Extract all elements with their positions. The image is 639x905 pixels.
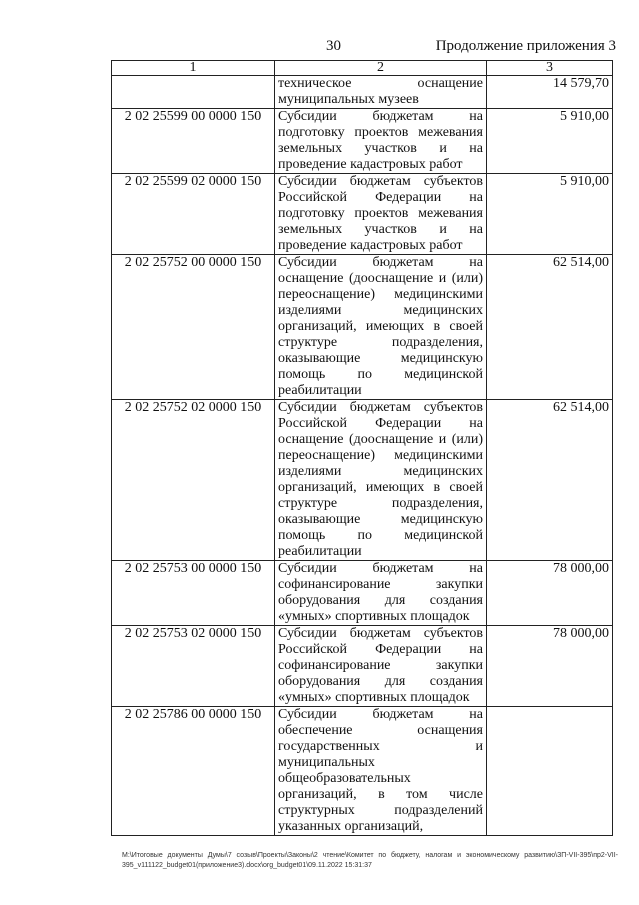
description-line: Российской Федерации на xyxy=(278,190,483,205)
description-line: оснащение (дооснащение и (или) xyxy=(278,271,483,286)
description-line: помощь по медицинской xyxy=(278,367,483,382)
description-cell xyxy=(275,255,487,400)
table-row xyxy=(112,76,613,109)
budget-code-cell: 2 02 25786 00 0000 150 xyxy=(112,707,275,836)
description-line: Российской Федерации на xyxy=(278,642,483,657)
amount-cell: 14 579,70 xyxy=(487,76,613,109)
description-line: организаций, в том числе xyxy=(278,787,483,802)
column-header-description: 2 xyxy=(275,61,487,76)
description-line: «умных» спортивных площадок xyxy=(278,609,470,624)
description-line: проведение кадастровых работ xyxy=(278,157,463,172)
budget-table xyxy=(111,60,613,836)
amount-cell: 78 000,00 xyxy=(487,626,613,707)
description-line: земельных участков и на xyxy=(278,222,483,237)
description-cell xyxy=(275,400,487,561)
description-cell xyxy=(275,109,487,174)
description-cell xyxy=(275,76,487,109)
table-row xyxy=(112,174,613,255)
column-header-amount: 3 xyxy=(487,61,613,76)
description-line: организаций, имеющих в своей xyxy=(278,480,483,495)
table-row xyxy=(112,109,613,174)
description-line: проведение кадастровых работ xyxy=(278,238,463,253)
description-line: обеспечение оснащения xyxy=(278,723,483,738)
table-row xyxy=(112,255,613,400)
budget-code-cell: 2 02 25752 00 0000 150 xyxy=(112,255,275,400)
description-cell xyxy=(275,174,487,255)
budget-code-cell: 2 02 25599 00 0000 150 xyxy=(112,109,275,174)
amount-cell: 5 910,00 xyxy=(487,109,613,174)
description-cell xyxy=(275,707,487,836)
description-line: реабилитации xyxy=(278,544,362,559)
column-header-code: 1 xyxy=(112,61,275,76)
description-line: софинансирование закупки xyxy=(278,577,483,592)
description-line: оснащение (дооснащение и (или) xyxy=(278,432,483,447)
description-line: переоснащение) медицинскими xyxy=(278,448,483,463)
description-line: муниципальных xyxy=(278,755,375,770)
description-line: общеобразовательных xyxy=(278,771,411,786)
description-line: подготовку проектов межевания xyxy=(278,125,483,140)
description-line: софинансирование закупки xyxy=(278,658,483,673)
description-line: техническое оснащение xyxy=(278,76,483,91)
description-line: подготовку проектов межевания xyxy=(278,206,483,221)
budget-code-cell: 2 02 25753 02 0000 150 xyxy=(112,626,275,707)
description-line: оказывающие медицинскую xyxy=(278,351,483,366)
description-line: оборудования для создания xyxy=(278,674,483,689)
description-line: Субсидии бюджетам на xyxy=(278,109,483,124)
description-line: организаций, имеющих в своей xyxy=(278,319,483,334)
description-line: реабилитации xyxy=(278,383,362,398)
description-line: «умных» спортивных площадок xyxy=(278,690,470,705)
description-line: Субсидии бюджетам на xyxy=(278,561,483,576)
table-row xyxy=(112,561,613,626)
description-cell xyxy=(275,626,487,707)
page-number: 30 xyxy=(326,38,341,54)
description-line: Субсидии бюджетам субъектов xyxy=(278,400,483,415)
budget-code-cell: 2 02 25599 02 0000 150 xyxy=(112,174,275,255)
amount-cell: 5 910,00 xyxy=(487,174,613,255)
description-line: переоснащение) медицинскими xyxy=(278,287,483,302)
description-line: изделиями медицинских xyxy=(278,464,483,479)
description-line: указанных организаций, xyxy=(278,819,424,834)
budget-code-cell: 2 02 25752 02 0000 150 xyxy=(112,400,275,561)
description-line: структуре подразделения, xyxy=(278,496,483,511)
amount-cell: 62 514,00 xyxy=(487,400,613,561)
description-line: структурных подразделений xyxy=(278,803,483,818)
description-line: Субсидии бюджетам на xyxy=(278,255,483,270)
description-line: Субсидии бюджетам на xyxy=(278,707,483,722)
description-line: Субсидии бюджетам субъектов xyxy=(278,626,483,641)
table-row xyxy=(112,626,613,707)
amount-cell: 62 514,00 xyxy=(487,255,613,400)
description-line: Субсидии бюджетам субъектов xyxy=(278,174,483,189)
continuation-label: Продолжение приложения 3 xyxy=(435,38,616,54)
description-line: оказывающие медицинскую xyxy=(278,512,483,527)
document-file-path: M:\Итоговые документы Думы\7 созыв\Проекты\Законы\2 чтение\Комитет по бюджету, налогам и экономическому развитию\ЗП-VII-395\пр2-VII-395_v111122_budget01(приложение3).docx\org_budget01\09.11.2022 15:31:37 xyxy=(122,852,618,869)
description-cell xyxy=(275,561,487,626)
budget-code-cell xyxy=(112,76,275,109)
description-line: изделиями медицинских xyxy=(278,303,483,318)
table-row xyxy=(112,707,613,836)
description-line: Российской Федерации на xyxy=(278,416,483,431)
table-row xyxy=(112,400,613,561)
description-line: структуре подразделения, xyxy=(278,335,483,350)
amount-cell: 78 000,00 xyxy=(487,561,613,626)
description-line: помощь по медицинской xyxy=(278,528,483,543)
table-body xyxy=(112,76,613,836)
description-line: оборудования для создания xyxy=(278,593,483,608)
description-line: муниципальных музеев xyxy=(278,92,419,107)
description-line: земельных участков и на xyxy=(278,141,483,156)
budget-code-cell: 2 02 25753 00 0000 150 xyxy=(112,561,275,626)
table-header-row xyxy=(112,61,613,76)
amount-cell xyxy=(487,707,613,836)
description-line: государственных и xyxy=(278,739,483,754)
